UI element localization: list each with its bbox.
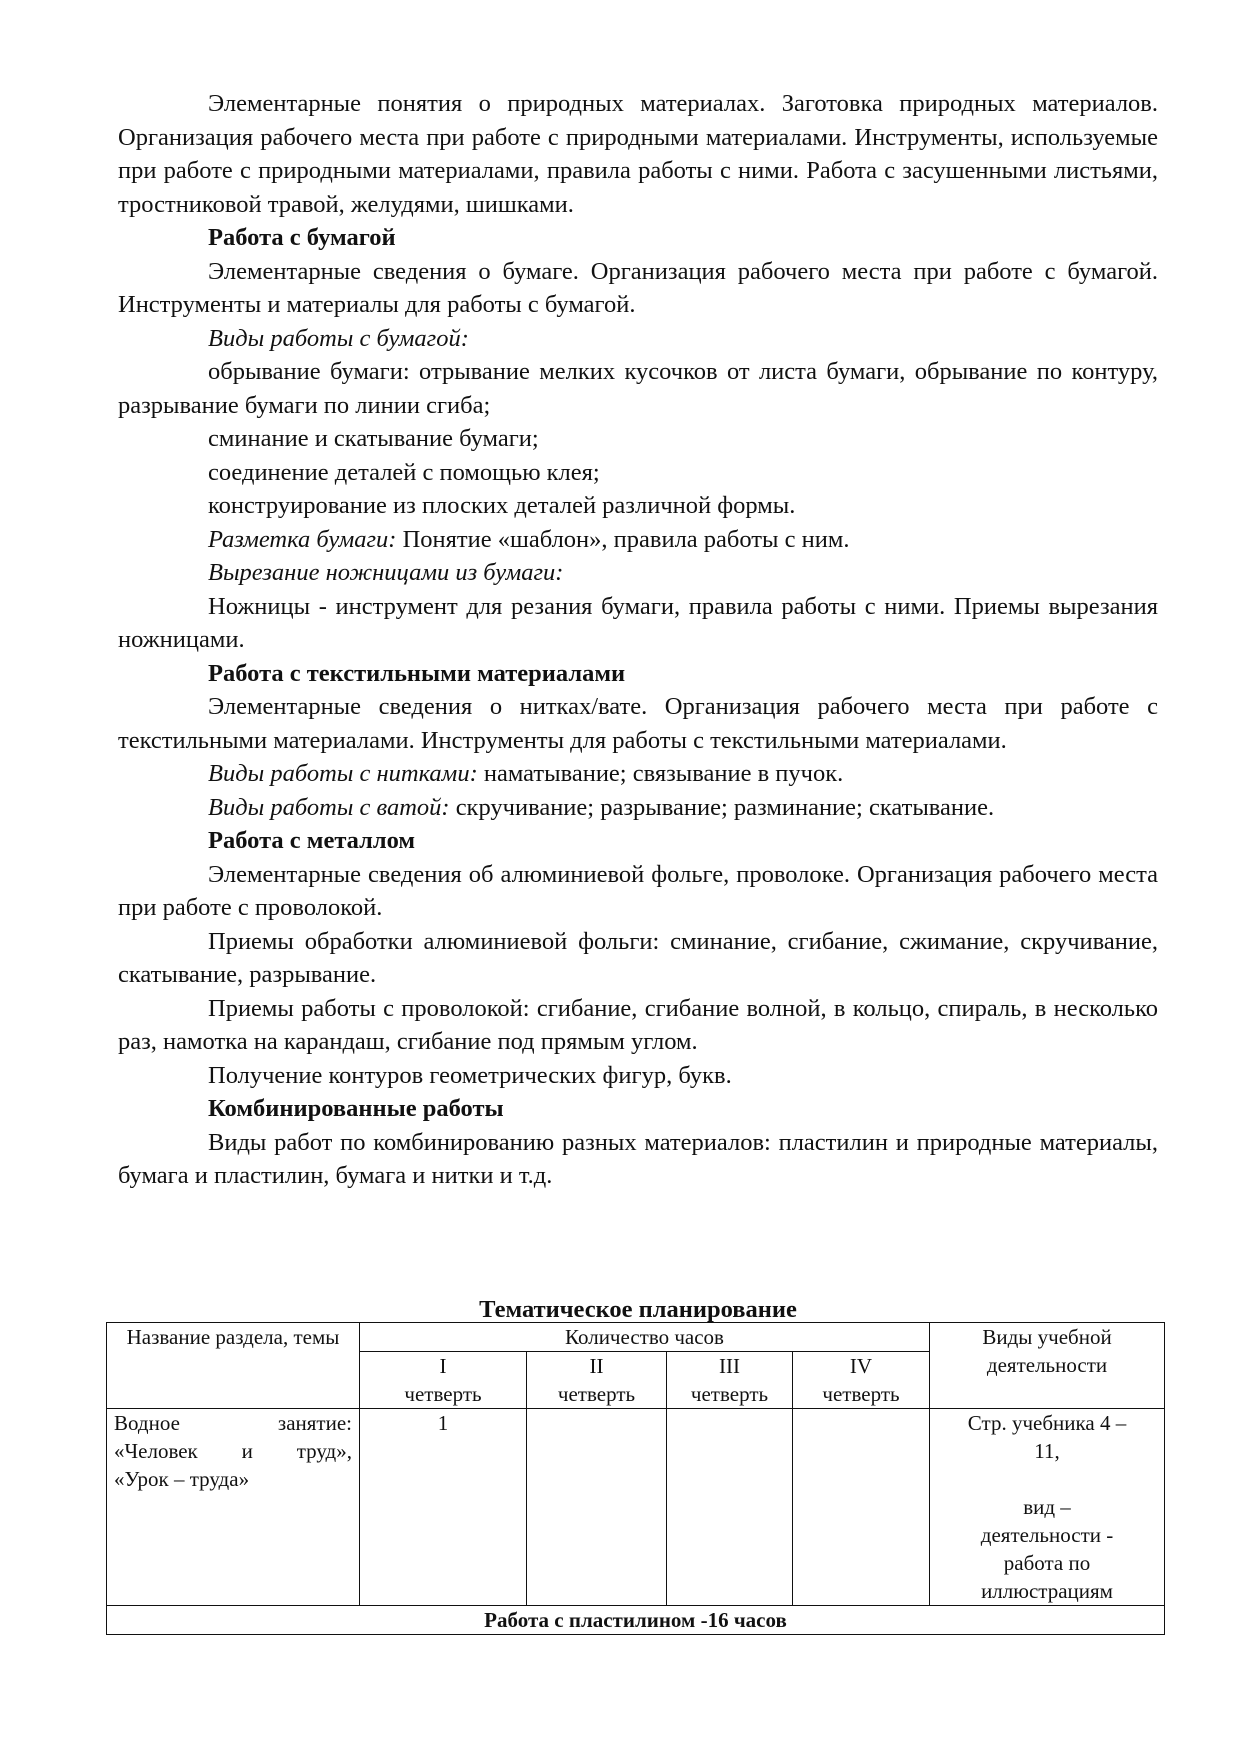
threads-text: наматывание; связывание в пучок. [477, 760, 844, 787]
marking-label: Разметка бумаги: [208, 525, 397, 553]
paragraph-metal: Элементарные сведения об алюминиевой фольге, проволоке. Организация рабочего места при работе с проволокой. [118, 860, 1158, 921]
header-section: Название раздела, темы [107, 1323, 360, 1409]
paragraph-foil: Приемы обработки алюминиевой фольги: сминание, сгибание, сжимание, скручивание, скатывание, разрывание. [118, 927, 1158, 988]
paragraph-marking [118, 523, 1158, 557]
marking-text: Понятие «шаблон», правила работы с ним. [396, 525, 850, 553]
cell-activity: Стр. учебника 4 – 11, вид – деятельности - работа по иллюстрациям [930, 1409, 1165, 1606]
cell-q1: 1 [360, 1409, 527, 1606]
paper-types-label: Виды работы с бумагой: [208, 324, 469, 352]
cutting-label: Вырезание ножницами из бумаги: [208, 559, 564, 586]
header-quarter-2: II четверть [527, 1352, 667, 1409]
cotton-label: Виды работы с ватой: [208, 793, 450, 821]
header-hours: Количество часов [360, 1323, 930, 1352]
heading-combined: Комбинированные работы [208, 1095, 504, 1122]
cell-q2 [527, 1409, 667, 1606]
header-quarter-4: IV четверть [793, 1352, 930, 1409]
paragraph-cotton [118, 791, 1158, 825]
paragraph-contours: Получение контуров геометрических фигур, букв. [208, 1061, 732, 1089]
thematic-plan-table [106, 1322, 1165, 1635]
header-activity: Виды учебной деятельности [930, 1323, 1165, 1409]
table-title: Тематическое планирование [479, 1296, 797, 1323]
heading-metal: Работа с металлом [208, 827, 416, 854]
paragraph-textile: Элементарные сведения о нитках/вате. Организация рабочего места при работе с текстильными материалами. Инструменты для работы с текстильными материалами. [118, 693, 1158, 754]
heading-paper: Работа с бумагой [208, 224, 396, 251]
paper-item: обрывание бумаги: отрывание мелких кусочков от листа бумаги, обрывание по контуру, разрывание бумаги по линии сгиба; [118, 358, 1158, 419]
cotton-text: скручивание; разрывание; разминание; скатывание. [449, 793, 995, 821]
table-section-row [107, 1606, 1165, 1635]
paper-item: конструирование из плоских деталей различной формы. [208, 492, 796, 519]
paragraph-wire: Приемы работы с проволокой: сгибание, сгибание волной, в кольцо, спираль, в несколько раз, намотка на карандаш, сгибание под прямым углом. [118, 994, 1158, 1055]
heading-textile: Работа с текстильными материалами [208, 659, 626, 687]
section-row-plasticine: Работа с пластилином -16 часов [107, 1606, 1165, 1635]
paragraph-threads [118, 757, 1158, 791]
paragraph-combined: Виды работ по комбинированию разных материалов: пластилин и природные материалы, бумага и пластилин, бумага и нитки и т.д. [118, 1128, 1158, 1189]
threads-label: Виды работы с нитками: [208, 760, 478, 787]
paper-item: сминание и скатывание бумаги; [208, 425, 539, 452]
paragraph-natural-materials: Элементарные понятия о природных материалах. Заготовка природных материалов. Организация рабочего места при работе с природными материалами. Инструменты, используемые при работе с природными материалами, правила работы с ними. Работа с засушенными листьями, тростниковой травой, желудями, шишками. [118, 90, 1158, 218]
cell-q4 [793, 1409, 930, 1606]
header-quarter-3: III четверть [667, 1352, 793, 1409]
cell-q3 [667, 1409, 793, 1606]
cell-topic: Водное занятие: «Человек и труд», «Урок – труда» [107, 1409, 360, 1606]
paragraph-paper-info: Элементарные сведения о бумаге. Организация рабочего места при работе с бумагой. Инструменты и материалы для работы с бумагой. [118, 257, 1158, 318]
paper-item: соединение деталей с помощью клея; [208, 458, 600, 486]
paragraph-cutting: Ножницы - инструмент для резания бумаги, правила работы с ними. Приемы вырезания ножницами. [118, 592, 1158, 653]
table-row [107, 1409, 1165, 1606]
header-quarter-1: I четверть [360, 1352, 527, 1409]
document-body [118, 87, 1158, 1193]
